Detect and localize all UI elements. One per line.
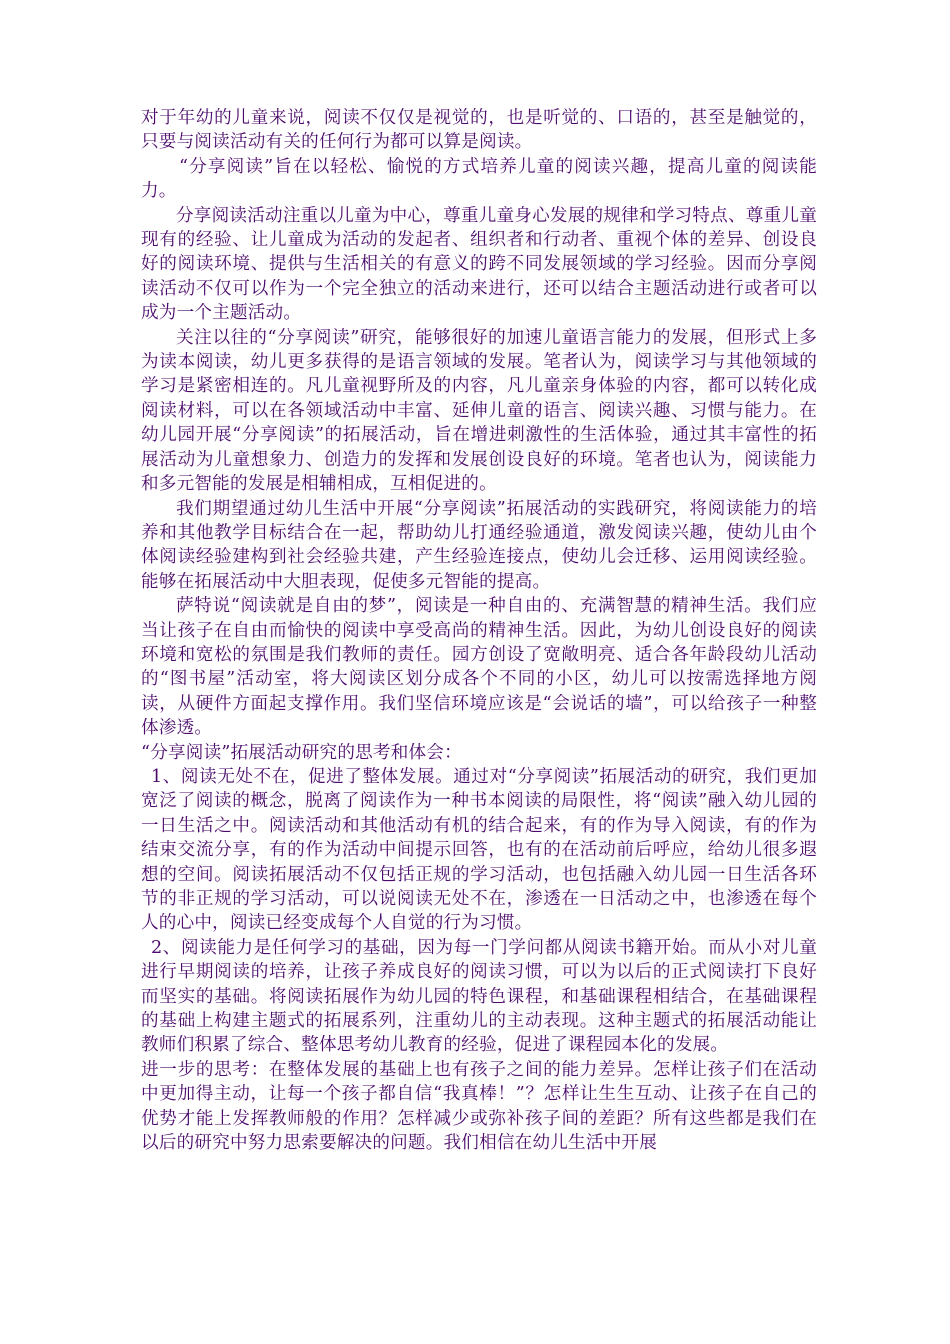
paragraph-expectations: 我们期望通过幼儿生活中开展“分享阅读”拓展活动的实践研究，将阅读能力的培养和其他教学目标结合在一起，帮助幼儿打通经验通道，激发阅读兴趣，使幼儿由个体阅读经验建构到社会经验共建，产生经验连接点，使幼儿会迁移、运用阅读经验。能够在拓展活动中大胆表现，促使多元智能的提高。 (141, 498, 817, 592)
paragraph-shared-reading-aim: “分享阅读”旨在以轻松、愉悦的方式培养儿童的阅读兴趣，提高儿童的阅读能力。 (141, 156, 817, 202)
paragraph-further-thoughts: 进一步的思考：在整体发展的基础上也有孩子之间的能力差异。怎样让孩子们在活动中更加得主动，让每一个孩子都自信“我真棒！”？怎样让生生互动、让孩子在自己的优势才能上发挥教师般的作用？怎样减少或弥补孩子间的差距？所有这些都是我们在以后的研究中努力思索要解决的问题。我们相信在幼儿生活中开展 (141, 1059, 817, 1154)
section-heading-reflections: “分享阅读”拓展活动研究的思考和体会： (141, 742, 462, 763)
paragraph-previous-research: 关注以往的“分享阅读”研究，能够很好的加速儿童语言能力的发展，但形式上多为读本阅读，幼儿更多获得的是语言领域的发展。笔者认为，阅读学习与其他领域的学习是紧密相连的。凡儿童视野所及的内容，凡儿童亲身体验的内容，都可以转化成阅读材料，可以在各领域活动中丰富、延伸儿童的语言、阅读兴趣、习惯与能力。在幼儿园开展“分享阅读”的拓展活动，旨在增进刺激性的生活体验，通过其丰富性的拓展活动为儿童想象力、创造力的发挥和发展创设良好的环境。笔者也认为，阅读能力和多元智能的发展是相辅相成，互相促进的。 (141, 327, 817, 495)
paragraph-sartre-quote: 萨特说“阅读就是自由的梦”，阅读是一种自由的、充满智慧的精神生活。我们应当让孩子在自由而愉快的阅读中享受高尚的精神生活。因此，为幼儿创设良好的阅读环境和宽松的氛围是我们教师的责任。园方创设了宽敞明亮、适合各年龄段幼儿活动的“图书屋”活动室，将大阅读区划分成各个不同的小区，幼儿可以按需选择地方阅读，从硬件方面起支撑作用。我们坚信环境应该是“会说话的墙”，可以给孩子一种整体渗透。 (141, 596, 817, 739)
list-item-2: 2、阅读能力是任何学习的基础，因为每一门学问都从阅读书籍开始。而从小对儿童进行早期阅读的培养，让孩子养成良好的阅读习惯，可以为以后的正式阅读打下良好而坚实的基础。将阅读拓展作为幼儿园的特色课程，和基础课程相结合，在基础课程的基础上构建主题式的拓展系列，注重幼儿的主动表现。这种主题式的拓展活动能让教师们积累了综合、整体思考幼儿教育的经验，促进了课程园本化的发展。 (141, 937, 817, 1056)
list-item-1: 1、阅读无处不在，促进了整体发展。通过对“分享阅读”拓展活动的研究，我们更加宽泛了阅读的概念，脱离了阅读作为一种书本阅读的局限性，将“阅读”融入幼儿园的一日生活之中。阅读活动和其他活动有机的结合起来，有的作为导入阅读，有的作为结束交流分享，有的作为活动中间提示回答，也有的在活动前后呼应，给幼儿很多遐想的空间。阅读拓展活动不仅包括正规的学习活动，也包括融入幼儿园一日生活各环节的非正规的学习活动，可以说阅读无处不在，渗透在一日活动之中，也渗透在每个人的心中，阅读已经变成每个人自觉的行为习惯。 (141, 766, 817, 934)
document-body (141, 106, 817, 1155)
paragraph-child-centered: 分享阅读活动注重以儿童为中心，尊重儿童身心发展的规律和学习特点、尊重儿童现有的经验、让儿童成为活动的发起者、组织者和行动者、重视个体的差异、创设良好的阅读环境、提供与生活相关的有意义的跨不同发展领域的学习经验。因而分享阅读活动不仅可以作为一个完全独立的活动来进行，还可以结合主题活动进行或者可以成为一个主题活动。 (141, 205, 817, 324)
paragraph-reading-definition: 对于年幼的儿童来说，阅读不仅仅是视觉的，也是听觉的、口语的，甚至是触觉的，只要与阅读活动有关的任何行为都可以算是阅读。 (141, 108, 817, 153)
